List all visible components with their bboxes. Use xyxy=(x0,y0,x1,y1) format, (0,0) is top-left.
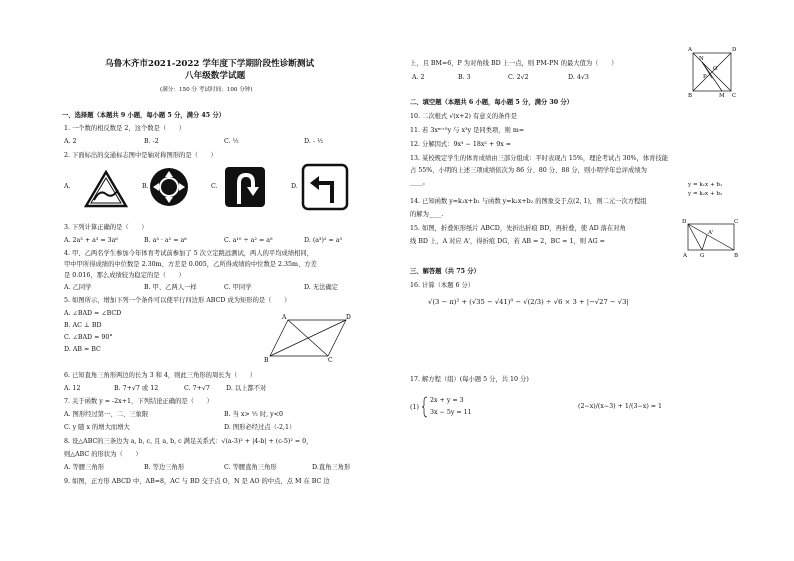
q8-option-d: D.直角三角形 xyxy=(312,464,351,471)
question-3: 3. 下列计算正确的是（ ） xyxy=(64,224,148,231)
page-subtitle: 八年级数学试题 xyxy=(185,71,246,81)
rect-label-g: G xyxy=(700,253,705,259)
question-1: 1. 一个数的相反数是 2，这个数是（ ） xyxy=(64,125,186,132)
q4-option-a: A. 乙同学 xyxy=(64,284,92,291)
question-9: 9. 如图，正方形 ABCD 中，AB=8，AC 与 BD 交于点 O，N 是 AO 的中点，点 M 在 BC 边 xyxy=(64,478,330,485)
q17-part-1-label: (1) xyxy=(410,404,419,411)
q9-option-d: D. 4√3 xyxy=(568,74,589,81)
q6-option-a: A. 12 xyxy=(64,385,81,392)
question-4-line-1: 4. 甲、乙两名学生参加今年体育考试前参加了 5 次立定跳远测试，两人的平均成绩相同， xyxy=(64,250,314,257)
q8-option-b: B. 等边三角形 xyxy=(144,464,185,471)
q16-expression: √(3 − π)² + (√35 − √41)⁰ − √(2/3) ÷ √6 × 3 + |−√27 − √3| xyxy=(428,298,629,306)
label-a: A xyxy=(282,314,287,321)
system-brace-icon xyxy=(422,396,428,418)
q3-option-d: D. (a³)² = a⁵ xyxy=(304,237,343,244)
label-c: C xyxy=(328,357,333,364)
q2-option-c: C. xyxy=(211,183,218,190)
q4-option-d: D. 无法确定 xyxy=(304,284,339,291)
q7-option-b: B. 当 x> ½ 时, y<0 xyxy=(224,411,284,418)
exam-meta: (满分：150 分 考试时间：100 分钟) xyxy=(160,87,253,93)
sign-b-icon xyxy=(149,167,189,207)
q2-option-a: A. xyxy=(64,183,71,190)
q5-option-c: C. ∠BAD = 90° xyxy=(64,334,113,341)
question-16: 16. 计算（本题 6 分） xyxy=(410,282,475,289)
square-label-d: D xyxy=(732,47,737,53)
q4-option-b: B. 甲、乙两人一样 xyxy=(144,284,197,291)
q8-option-c: C. 等腰直角三角形 xyxy=(224,464,277,471)
q9-option-a: A. 2 xyxy=(412,74,425,81)
page-title: 乌鲁木齐市2021-2022 学年度下学期阶段性诊断测试 xyxy=(105,59,315,69)
square-label-m: M xyxy=(719,93,725,99)
q17-part-2-equation: (2−x)/(x−3) + 1/(3−x) = 1 xyxy=(578,403,663,410)
square-label-n: N xyxy=(699,56,704,62)
q6-option-b: B. 7+√7 或 12 xyxy=(114,385,159,392)
q6-option-c: C. 7+√7 xyxy=(184,385,210,392)
question-7: 7. 关于函数 y = -2x+1，下列结论正确的是（ ） xyxy=(64,398,213,405)
q4-option-c: C. 甲同学 xyxy=(224,284,252,291)
q6-option-d: D. 以上都不对 xyxy=(226,385,267,392)
parallelogram-figure xyxy=(264,314,351,364)
q7-option-a: A. 图形经过第一、二、三象限 xyxy=(64,411,149,418)
q9-option-b: B. 3 xyxy=(458,74,471,81)
q3-option-b: B. a³ · a² = a⁶ xyxy=(144,237,187,244)
question-9-continued: 上，且 BM=6，P 为对角线 BD 上一点，则 PM-PN 的最大值为（ ） xyxy=(410,60,618,67)
question-17: 17. 解方程（组）(每小题 5 分，共 10 分) xyxy=(410,376,529,383)
question-13-line-2: 占 55%，小明的上述三项成绩依次为 86 分、80 分、88 分，则小明学年总评成绩为 xyxy=(410,167,647,174)
q14-system-eq-2: y = k₂x + b₂ xyxy=(688,191,723,197)
q7-option-c: C. y 随 x 的增大而增大 xyxy=(64,424,130,431)
q1-option-a: A. 2 xyxy=(64,138,77,145)
q1-option-c: C. ½ xyxy=(224,138,239,145)
q17-system-eq-1: 2x + y = 3 xyxy=(430,397,464,404)
rect-label-a-prime: A' xyxy=(708,230,714,236)
rect-label-b: B xyxy=(734,253,739,259)
question-6: 6. 已知直角三角形两边的长为 3 和 4，则此三角形的周长为（ ） xyxy=(64,372,257,379)
q1-option-b: B. -2 xyxy=(144,138,159,145)
q8-option-a: A. 等腰三角形 xyxy=(64,464,105,471)
square-figure xyxy=(688,47,738,99)
q17-system-eq-2: 3x − 5y = 11 xyxy=(430,409,472,416)
sign-c-icon xyxy=(224,166,266,208)
rectangle-fold-figure xyxy=(682,218,740,260)
square-label-c: C xyxy=(732,93,737,99)
square-label-a: A xyxy=(688,47,692,53)
question-4-line-2: 甲中甲所得成绩的中位数是 2.30m、方差是 0.005，乙所得成绩的中位数是 2.35m、方差 xyxy=(64,261,317,268)
q2-option-d: D. xyxy=(291,183,298,190)
q5-option-d: D. AB = BC xyxy=(64,346,101,353)
question-15-line-2: 线 BD 上，A 对应 A'，得折痕 DG，若 AB = 2，BC = 1，则 AG = xyxy=(410,238,605,245)
square-label-b: B xyxy=(688,93,693,99)
square-label-p: P xyxy=(703,74,707,80)
question-5: 5. 如图所示，增加下列一个条件可以使平行四边形 ABCD 成为矩形的是（ ） xyxy=(64,297,291,304)
rect-label-c: C xyxy=(734,219,739,225)
section-3-heading: 三、解答题（共 75 分） xyxy=(410,268,480,275)
question-10: 10. 二次根式 √(x+2) 有意义的条件是 xyxy=(410,113,518,120)
question-11: 11. 若 3xᵐ⁺⁵y 与 x³y 是同类项，则 m= xyxy=(410,127,525,134)
question-2: 2. 下面标出的交通标志图中是轴对称图形的是（ ） xyxy=(64,152,217,159)
question-13-line-1: 13. 某校规定学生的体育成绩由三部分组成：平时表现占 15%，理论考试占 30%，体育技能 xyxy=(410,155,669,162)
question-13-line-3: ____。 xyxy=(410,179,429,186)
q5-option-a: A. ∠BAD = ∠BCD xyxy=(64,310,122,317)
question-15-line-1: 15. 如图，折叠矩形纸片 ABCD，先折出折痕 BD，再折叠，使 AD 落在对角 xyxy=(410,225,626,232)
q3-option-c: C. a¹⁰ ÷ a² = a⁸ xyxy=(224,237,273,244)
q2-option-b: B. xyxy=(142,183,149,190)
q1-option-d: D. - ½ xyxy=(304,138,324,145)
sign-a-icon xyxy=(84,170,128,208)
section-2-heading: 二、填空题（本题共 6 小题，每小题 5 分，满分 30 分） xyxy=(410,99,573,106)
label-b: B xyxy=(264,357,269,364)
q3-option-a: A. 2a³ + a³ = 3a⁶ xyxy=(64,237,118,244)
section-1-heading: 一、选择题（本题共 9 小题，每小题 5 分，满分 45 分） xyxy=(62,112,225,119)
question-4-line-3: 是 0.016，那么成绩较为稳定的是（ ） xyxy=(64,272,185,279)
question-8-line-1: 8. 设△ABC的三条边为 a, b, c, 且 a, b, c 满足关系式：√(a-3)² + |4-b| + (c-5)² = 0， xyxy=(64,438,313,445)
sign-d-icon xyxy=(302,164,348,210)
question-8-line-2: 则△ABC 的形状为（ ） xyxy=(64,451,142,458)
label-d: D xyxy=(346,314,351,321)
q7-option-d: D. 图形必经过点（-2,1） xyxy=(224,424,296,431)
square-label-o: O xyxy=(713,66,718,72)
question-14-line-2: 的解为____. xyxy=(410,211,444,218)
rect-label-d: D xyxy=(682,219,687,225)
question-14-line-1: 14. 已知函数 y=k₁x+b₁ 与函数 y=k₂x+b₂ 的图象交于点(2, 1)，则二元一次方程组 xyxy=(410,198,647,205)
rect-label-a: A xyxy=(683,253,687,259)
q9-option-c: C. 2√2 xyxy=(508,74,529,81)
question-12: 12. 分解因式：9x³ − 18x² + 9x = xyxy=(410,141,512,148)
q5-option-b: B. AC ⊥ BD xyxy=(64,322,102,329)
q14-system-eq-1: y = k₁x + b₁ xyxy=(688,182,723,188)
